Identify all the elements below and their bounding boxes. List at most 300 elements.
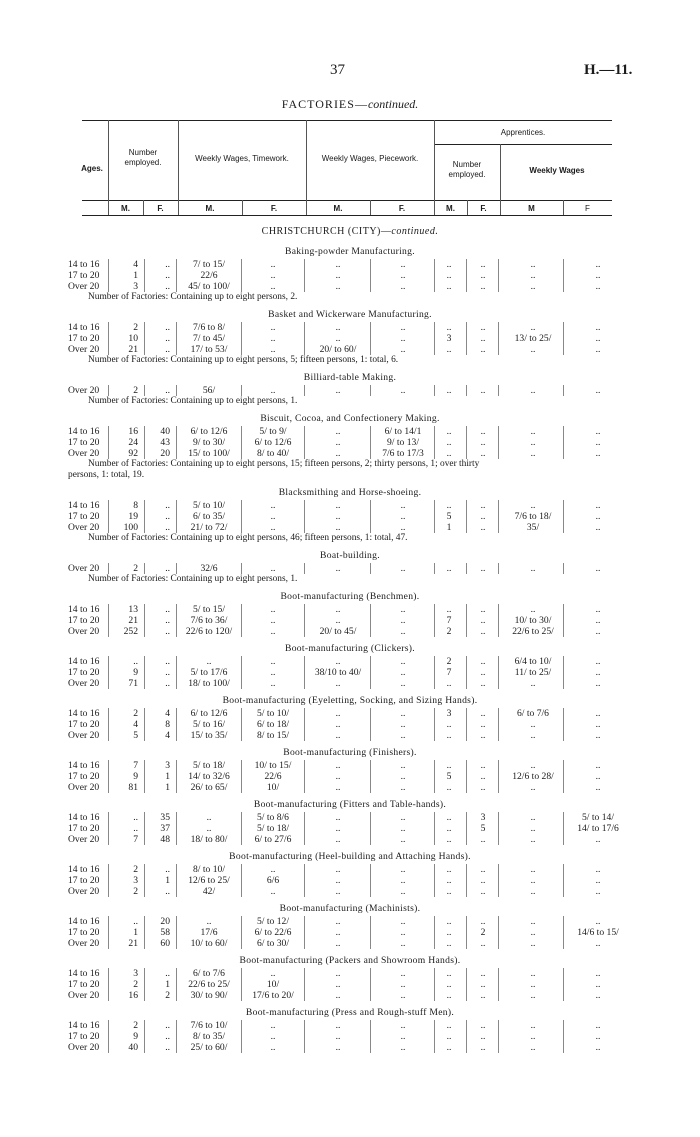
table-cell: .. [206,812,212,823]
table-cell: .. [446,730,452,741]
table-cell: .. [446,782,452,793]
table-cell: 1 [165,875,170,886]
column-rule [144,927,145,938]
header-time-f: F. [270,204,278,213]
table-row [0,500,700,511]
column-rule [466,760,467,771]
column-rule [434,771,435,782]
table-cell: 6/ to 7/6 [193,968,225,979]
table-row [0,522,700,533]
column-rule [466,927,467,938]
table-cell: 9 [133,771,138,782]
table-cell: .. [400,522,406,533]
column-rule [108,344,109,355]
table-cell: .. [165,604,170,615]
column-rule [176,760,177,771]
column-rule [434,626,435,637]
column-rule [498,782,499,793]
header-f: F. [157,204,164,213]
table-row [0,626,700,637]
table-cell: .. [530,760,536,771]
table-cell: 9 [133,1031,138,1042]
header-piece-f: F. [398,204,406,213]
table-cell: 17/ to 53/ [190,344,228,355]
table-cell: .. [446,719,452,730]
table-cell: 8 [165,719,170,730]
column-rule [498,333,499,344]
column-rule [144,656,145,667]
column-rule [498,437,499,448]
column-rule [434,259,435,270]
column-rule [176,678,177,689]
column-rule [466,823,467,834]
column-rule [108,626,109,637]
table-cell: .. [595,834,601,845]
column-rule [466,864,467,875]
column-rule [466,678,467,689]
table-row [0,782,700,793]
column-rule [144,385,145,396]
table-cell: .. [480,875,486,886]
table-cell: 18/ to 100/ [188,678,230,689]
table-cell: 2 [133,886,138,897]
table-cell: .. [530,426,536,437]
column-rule [498,678,499,689]
table-cell: .. [530,730,536,741]
industry-block [0,693,700,741]
column-rule [144,916,145,927]
table-row [0,823,700,834]
column-rule [466,281,467,292]
column-rule [241,333,242,344]
table-cell: 5 [480,823,486,834]
column-rule [176,322,177,333]
table-cell: 48 [160,834,170,845]
table-cell: 7 [446,615,452,626]
column-rule [144,678,145,689]
table-row [0,385,700,396]
column-rule [108,719,109,730]
column-rule [498,916,499,927]
column-rule [498,448,499,459]
header-app-wage-f: F [585,204,590,213]
column-rule [108,333,109,344]
column-rule [144,979,145,990]
column-rule [434,678,435,689]
industry-title: Boot-manufacturing (Press and Rough-stuff Men). [245,1007,455,1018]
table-cell: .. [335,771,341,782]
table-cell: .. [446,678,452,689]
table-cell: .. [530,1042,536,1053]
column-rule [241,968,242,979]
table-cell: .. [270,270,276,281]
table-cell: .. [480,448,486,459]
column-rule [144,615,145,626]
table-cell: .. [446,916,452,927]
column-rule [108,448,109,459]
column-rule [434,448,435,459]
table-cell: 21/ to 72/ [190,522,228,533]
table-cell: .. [165,259,170,270]
column-rule [176,823,177,834]
table-cell: .. [446,322,452,333]
table-cell: .. [446,604,452,615]
age-cell: Over 20 [68,1042,100,1053]
table-cell: .. [480,864,486,875]
table-cell: .. [480,760,486,771]
table-row [0,812,700,823]
table-cell: .. [165,322,170,333]
table-cell: .. [480,834,486,845]
table-cell: .. [480,886,486,897]
table-cell: 12/6 to 25/ [188,875,230,886]
column-rule [498,522,499,533]
table-cell: .. [480,333,486,344]
table-cell: 10/ to 60/ [190,938,228,949]
column-rule [466,979,467,990]
table-row [0,437,700,448]
table-cell: 5/ to 18/ [193,760,225,771]
table-cell: 20 [160,448,170,459]
table-cell: .. [400,604,406,615]
table-row [0,968,700,979]
column-rule [434,968,435,979]
column-rule [466,730,467,741]
column-rule [466,990,467,1001]
table-cell: .. [595,333,601,344]
table-cell: .. [165,678,170,689]
table-cell: .. [446,385,452,396]
column-rule [108,812,109,823]
column-rule [241,834,242,845]
column-rule [144,322,145,333]
table-cell: .. [270,500,276,511]
column-rule [176,834,177,845]
age-cell: 14 to 16 [68,604,100,615]
industry-block [0,485,700,544]
age-cell: 17 to 20 [68,1031,100,1042]
table-cell: 16 [128,426,138,437]
table-cell: .. [530,990,536,1001]
column-rule [144,782,145,793]
table-cell: .. [400,563,406,574]
table-cell: .. [530,604,536,615]
column-rule [241,656,242,667]
table-cell: 13/ to 25/ [514,333,552,344]
column-rule [434,437,435,448]
table-row [0,1031,700,1042]
table-cell: .. [165,270,170,281]
column-rule [108,1020,109,1031]
title-suffix: continued. [367,97,419,111]
industry-block [0,797,700,845]
column-rule [241,916,242,927]
table-cell: 43 [160,437,170,448]
column-rule [498,823,499,834]
factories-note: Number of Factories: Containing up to eight persons, 2. [88,292,298,302]
table-cell: .. [595,626,601,637]
column-rule [241,385,242,396]
factories-note: Number of Factories: Containing up to eight persons, 1. [88,396,298,406]
industry-title: Boot-manufacturing (Clickers). [285,643,415,654]
table-cell: 21 [128,938,138,949]
table-cell: .. [400,626,406,637]
table-cell: .. [595,259,601,270]
table-cell: .. [446,270,452,281]
table-cell: 6/ to 18/ [257,719,289,730]
column-rule [434,333,435,344]
table-row [0,511,700,522]
table-cell: .. [446,927,452,938]
table-cell: 2 [133,385,138,396]
column-rule [108,437,109,448]
table-cell: .. [335,916,341,927]
table-cell: .. [400,678,406,689]
industry-block [0,411,700,481]
column-rule [108,511,109,522]
table-cell: .. [270,615,276,626]
table-cell: .. [595,563,601,574]
section-title [0,226,700,237]
page-number: 37 [330,62,345,78]
column-rule [434,979,435,990]
column-rule [434,916,435,927]
column-rule [434,281,435,292]
table-cell: .. [595,281,601,292]
table-cell: .. [530,823,536,834]
age-cell: 17 to 20 [68,719,100,730]
table-cell: 7/ to 45/ [193,333,225,344]
table-cell: .. [446,1042,452,1053]
column-rule [466,626,467,637]
column-rule [108,730,109,741]
table-cell: .. [595,667,601,678]
table-cell: .. [270,604,276,615]
table-cell: .. [400,708,406,719]
table-cell: .. [400,656,406,667]
column-rule [434,886,435,897]
section-suffix: continued. [391,226,439,237]
industry-title: Blacksmithing and Horse-shoeing. [278,487,422,498]
industry-title: Boot-manufacturing (Eyeletting, Socking, and Sizing Hands). [222,695,478,706]
table-cell: .. [270,522,276,533]
column-rule [144,875,145,886]
column-rule [466,771,467,782]
age-cell: Over 20 [68,678,100,689]
table-cell: 35 [160,812,170,823]
column-rule [144,771,145,782]
table-cell: 22/6 to 25/ [512,626,554,637]
table-cell: .. [400,1020,406,1031]
table-cell: .. [595,875,601,886]
table-cell: 6/ to 7/6 [517,708,549,719]
column-rule [434,500,435,511]
table-cell: 7 [446,667,452,678]
column-rule [108,968,109,979]
header-app-m: M. [446,204,455,213]
table-row [0,864,700,875]
column-rule [144,522,145,533]
column-rule [498,719,499,730]
table-cell: .. [446,437,452,448]
column-rule [108,426,109,437]
table-cell: .. [446,990,452,1001]
column-rule [434,927,435,938]
column-rule [498,875,499,886]
table-cell: 2 [133,1020,138,1031]
column-rule [434,812,435,823]
table-cell: 8/ to 40/ [257,448,289,459]
table-cell: 56/ [202,385,216,396]
table-cell: .. [595,708,601,719]
table-cell: .. [206,916,212,927]
age-cell: Over 20 [68,782,100,793]
table-cell: .. [165,864,170,875]
table-cell: .. [530,1031,536,1042]
table-cell: 9 [133,667,138,678]
table-cell: .. [335,522,341,533]
table-cell: 3 [133,968,138,979]
table-cell: .. [335,886,341,897]
table-cell: .. [206,823,212,834]
column-rule [466,604,467,615]
column-rule [241,760,242,771]
table-cell: .. [530,719,536,730]
table-cell: .. [400,834,406,845]
table-cell: .. [595,448,601,459]
table-cell: .. [165,968,170,979]
table-cell: .. [595,322,601,333]
column-rule [434,760,435,771]
table-cell: 5 [446,771,452,782]
table-cell: 1 [165,771,170,782]
table-cell: .. [595,760,601,771]
column-rule [434,322,435,333]
table-cell: .. [530,875,536,886]
table-cell: 2 [480,927,486,938]
age-cell: Over 20 [68,448,100,459]
factories-note-continued: persons, 1: total, 19. [68,470,145,480]
table-cell: 4 [133,259,138,270]
table-cell: 8/ to 10/ [193,864,225,875]
column-rule [176,259,177,270]
column-rule [498,990,499,1001]
column-rule [466,968,467,979]
column-rule [144,823,145,834]
age-cell: 14 to 16 [68,812,100,823]
column-rule [241,708,242,719]
table-cell: 7/6 to 17/3 [382,448,424,459]
factories-note: Number of Factories: Containing up to eight persons, 1. [88,574,298,584]
block-spacer [0,1053,700,1057]
column-rule [108,864,109,875]
table-cell: .. [595,511,601,522]
column-rule [144,270,145,281]
table-cell: .. [400,385,406,396]
table-cell: .. [595,864,601,875]
header-number-employed: Number employed. [124,148,162,167]
table-cell: .. [530,927,536,938]
table-cell: 22/6 to 25/ [188,979,230,990]
table-cell: .. [595,938,601,949]
page-reference: H.—11. [584,62,633,78]
header-weekly-timework: Weekly Wages, Timework. [195,154,289,163]
industry-title: Basket and Wickerware Manufacturing. [268,309,432,320]
column-rule [108,886,109,897]
table-row [0,927,700,938]
column-rule [466,1031,467,1042]
page-header [0,62,700,86]
table-cell: 24 [128,437,138,448]
table-cell: 1 [133,270,138,281]
column-rule [108,938,109,949]
table-cell: 10/ [266,782,280,793]
column-rule [108,678,109,689]
column-rule [108,385,109,396]
table-cell: .. [335,875,341,886]
column-rule [176,812,177,823]
table-cell: 7 [133,834,138,845]
table-cell: .. [480,604,486,615]
table-cell: .. [480,771,486,782]
column-rule [108,522,109,533]
age-cell: 17 to 20 [68,667,100,678]
column-rule [176,615,177,626]
table-cell: .. [165,344,170,355]
table-cell: .. [595,437,601,448]
column-rule [176,886,177,897]
column-rule [176,385,177,396]
table-cell: .. [480,385,486,396]
column-rule [108,615,109,626]
table-cell: .. [270,322,276,333]
column-rule [176,708,177,719]
table-cell: 2 [133,563,138,574]
column-rule [144,626,145,637]
column-rule [466,522,467,533]
age-cell: Over 20 [68,730,100,741]
table-cell: .. [270,667,276,678]
table-cell: .. [480,259,486,270]
table-cell: 12/6 to 28/ [512,771,554,782]
table-cell: 9/ to 30/ [193,437,225,448]
table-cell: 19 [128,511,138,522]
age-cell: 14 to 16 [68,968,100,979]
table-row [0,875,700,886]
column-rule [241,604,242,615]
column-rule [466,615,467,626]
table-cell: .. [335,812,341,823]
column-rule [144,730,145,741]
table-cell: 10/ to 15/ [254,760,292,771]
table-cell: .. [400,927,406,938]
industry-block [0,849,700,897]
column-rule [434,864,435,875]
table-cell: .. [400,916,406,927]
column-rule [108,708,109,719]
column-rule [176,719,177,730]
table-cell: .. [480,1020,486,1031]
column-rule [144,259,145,270]
column-rule [466,322,467,333]
table-cell: .. [270,344,276,355]
header-weekly-piecework: Weekly Wages, Piecework. [321,154,419,163]
table-cell: 5 [133,730,138,741]
column-rule [176,927,177,938]
table-cell: 4 [165,708,170,719]
table-cell: .. [530,259,536,270]
table-cell: .. [530,916,536,927]
